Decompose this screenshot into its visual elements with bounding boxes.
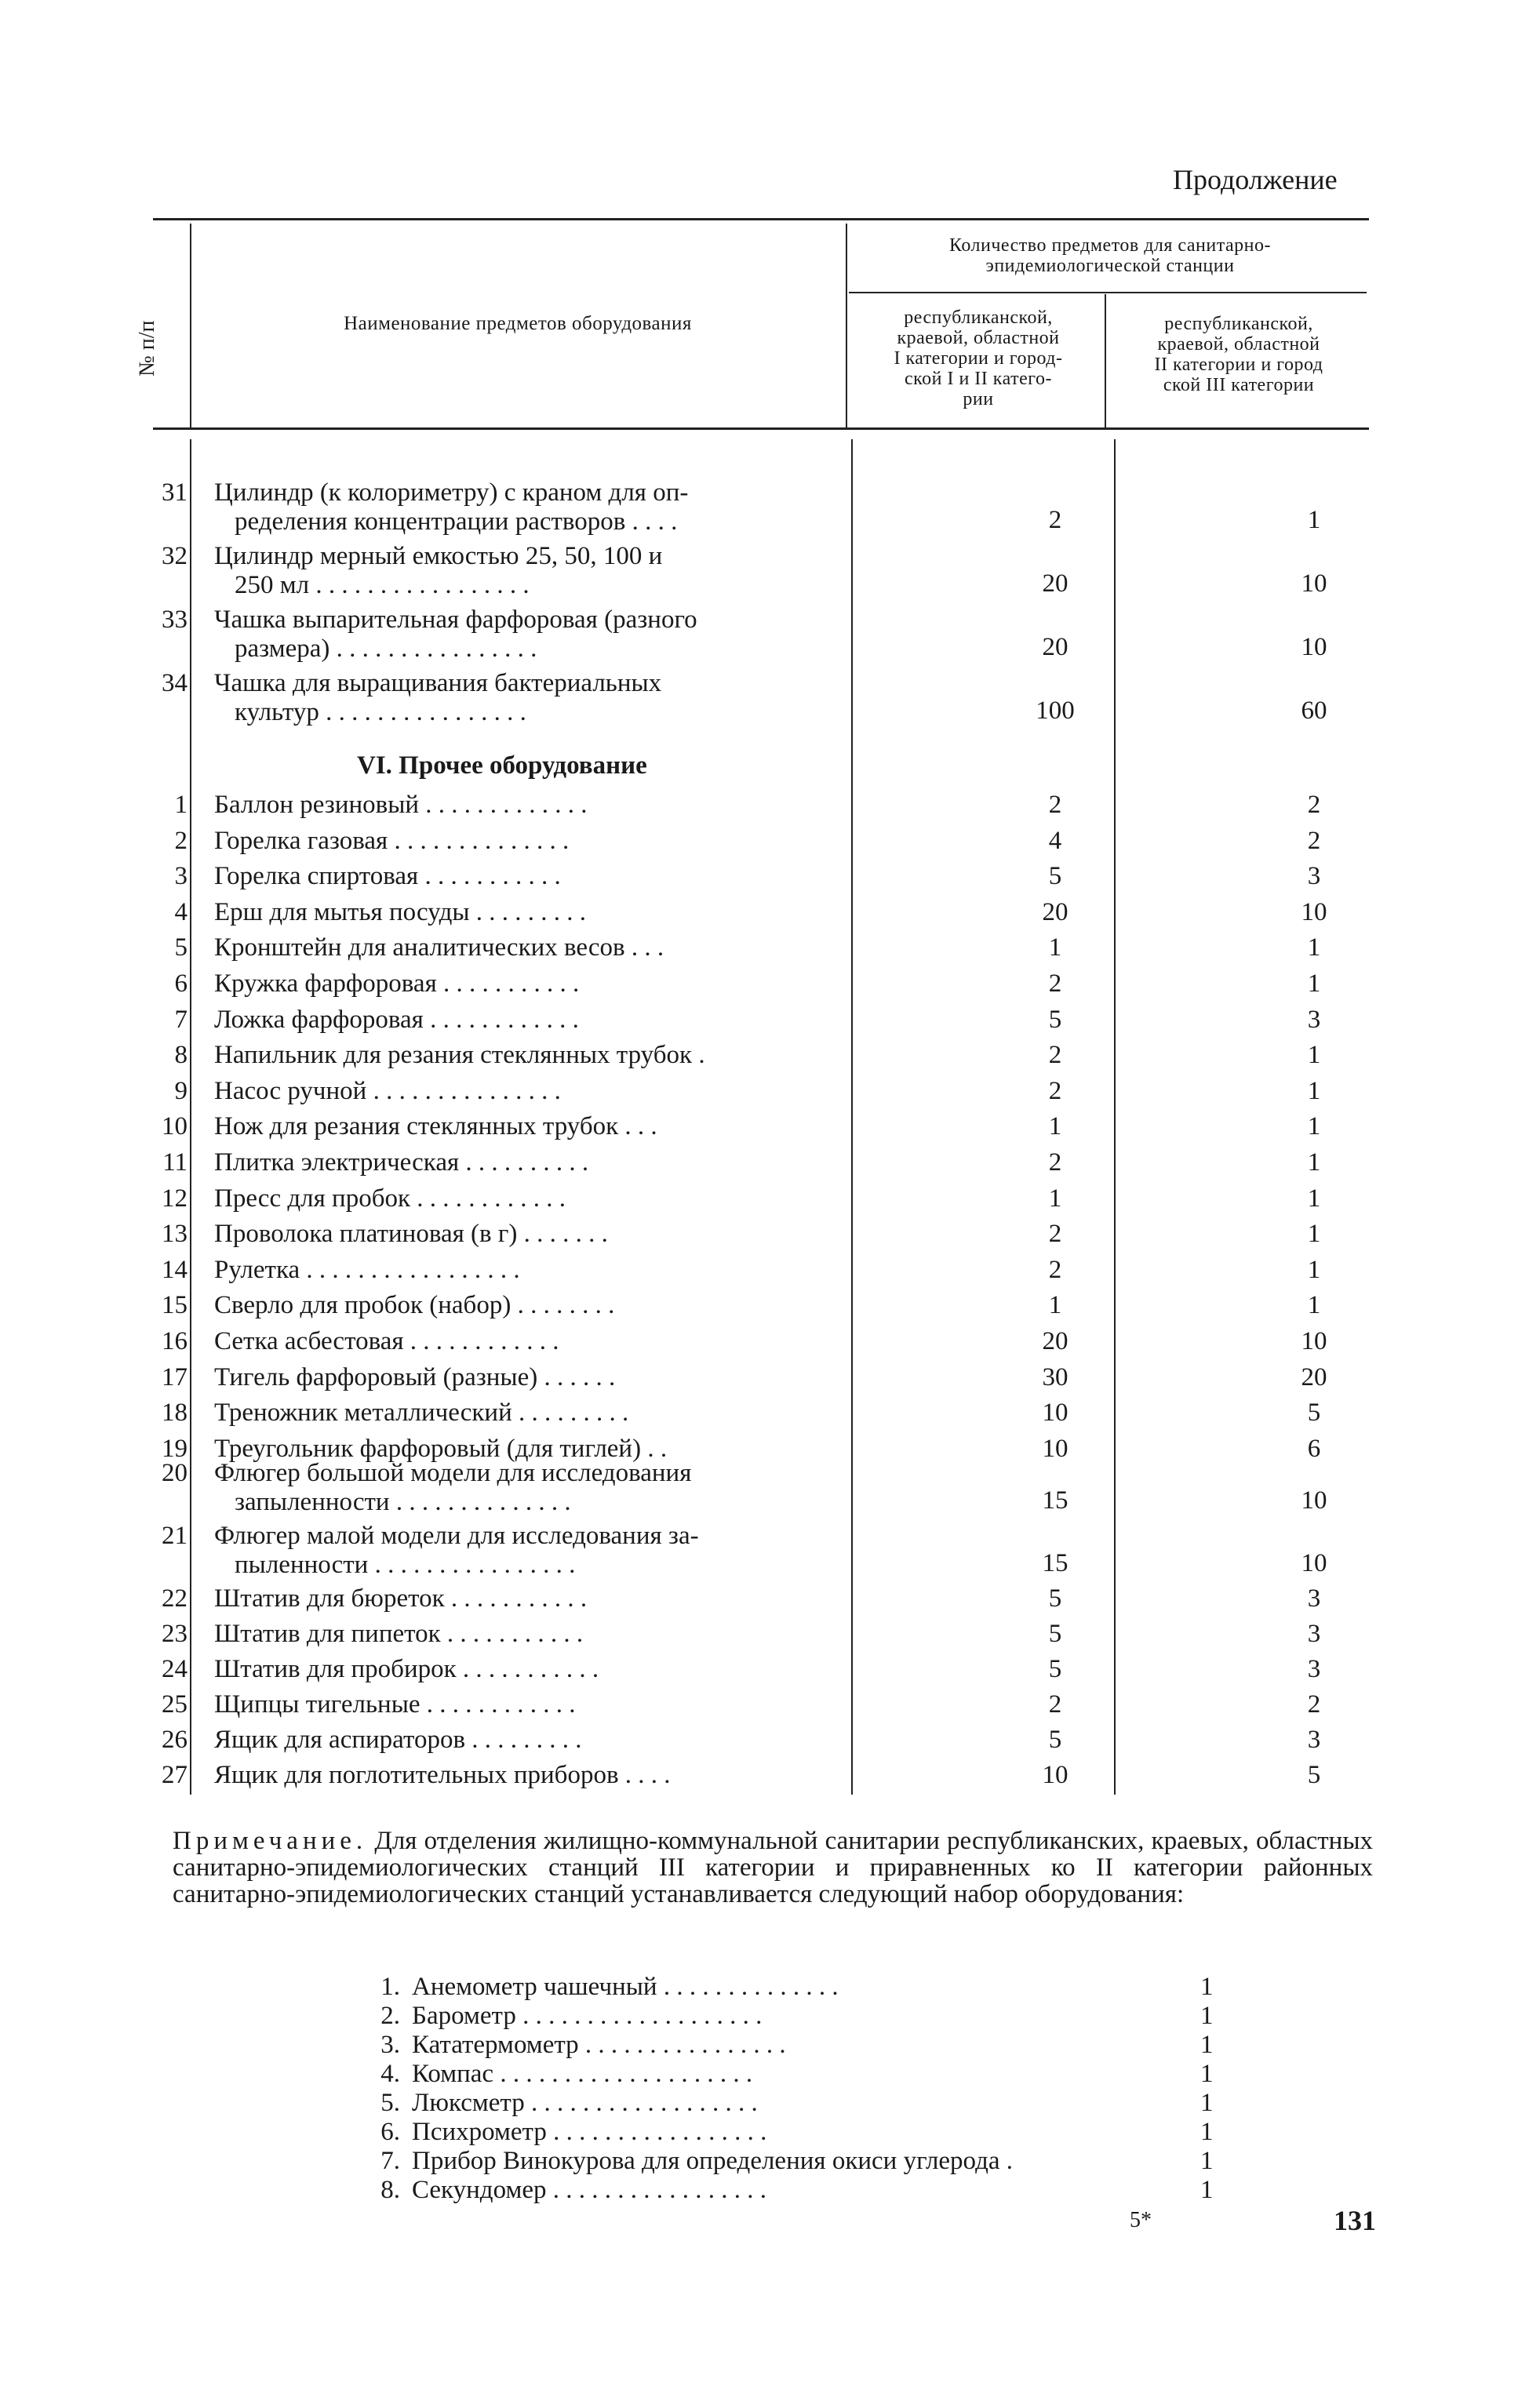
- table-row: 26 Ящик для аспираторов . . . . . . . . . 5 3: [162, 1726, 1321, 1754]
- table-row: 4 Ерш для мытья посуды . . . . . . . . . 20 10: [174, 897, 1327, 926]
- table-row: 14 Рулетка . . . . . . . . . . . . . . . . . 2 1: [162, 1255, 1321, 1284]
- table-row: 1 Баллон резиновый . . . . . . . . . . . . . 2 2: [174, 791, 1321, 819]
- column-header-group: Количество предметов для санитарно- эпидемиологической станции: [949, 235, 1271, 276]
- table-row: 20 Флюгер большой модели для исследования запыленности . . . . . . . . . . . . . . 15 10: [162, 1459, 1327, 1516]
- table-row: 13 Проволока платиновая (в г) . . . . . . . 2 1: [162, 1220, 1321, 1249]
- table-row: 10 Нож для резания стеклянных трубок . . . 1 1: [162, 1112, 1321, 1141]
- table-row: 24 Штатив для пробирок . . . . . . . . . . . 5 3: [162, 1655, 1321, 1683]
- table-row: 23 Штатив для пипеток . . . . . . . . . . . 5 3: [162, 1620, 1321, 1648]
- header-divider-num: [190, 224, 191, 429]
- table-row: 2 Горелка газовая . . . . . . . . . . . . . . 4 2: [174, 826, 1321, 855]
- table-row: 27 Ящик для поглотительных приборов . . . . 10 5: [162, 1761, 1321, 1789]
- table-row: 12 Пресс для пробок . . . . . . . . . . . . 1 1: [162, 1184, 1321, 1213]
- table-row: 17 Тигель фарфоровый (разные) . . . . . . 30 20: [162, 1362, 1327, 1391]
- table-top-rule: [153, 218, 1369, 220]
- column-header-cat1: республиканской, краевой, областной I категории и город- ской I и II катего- рии: [894, 307, 1063, 409]
- table-row: 31 Цилиндр (к колориметру) с краном для оп- ределения концентрации растворов . . . . 2 1: [162, 478, 1321, 536]
- header-divider-cols: [1105, 294, 1106, 429]
- table-row: 19 Треугольник фарфоровый (для тиглей) . . 10 6: [162, 1434, 1321, 1463]
- table-row: 8 Напильник для резания стеклянных трубок . 2 1: [174, 1041, 1321, 1070]
- list-item: 5. Люксметр . . . . . . . . . . . . . . . . . . 1: [380, 2089, 1214, 2117]
- table-row: 21 Флюгер малой модели для исследования за- пыленности . . . . . . . . . . . . . . . . 15 10: [162, 1522, 1327, 1579]
- table-row: 22 Штатив для бюреток . . . . . . . . . . . 5 3: [162, 1584, 1321, 1613]
- table-row: 7 Ложка фарфоровая . . . . . . . . . . . . 5 3: [174, 1005, 1321, 1034]
- table-row: 33 Чашка выпарительная фарфоровая (разного размера) . . . . . . . . . . . . . . . . 20 10: [162, 606, 1327, 663]
- list-item: 2. Барометр . . . . . . . . . . . . . . . . . . . 1: [380, 2002, 1214, 2030]
- continuation-label: Продолжение: [1173, 164, 1338, 195]
- table-row: 9 Насос ручной . . . . . . . . . . . . . . . 2 1: [174, 1076, 1321, 1105]
- table-row: 15 Сверло для пробок (набор) . . . . . . . . 1 1: [162, 1291, 1321, 1320]
- column-header-cat2: республиканской, краевой, областной II категории и город ской III категории: [1154, 314, 1323, 395]
- column-header-name: Наименование предметов оборудования: [344, 313, 692, 334]
- note-paragraph: Примечание. Для отделения жилищно-коммунальной санитарии республиканских, краевых, областных санитарно-эпидемиологических станций III категории и приравненных ко II категории районных санитарно-эпидемиологических станций устанавливается следующий набор оборудования:: [173, 1827, 1374, 1908]
- table-row: 34 Чашка для выращивания бактериальных культур . . . . . . . . . . . . . . . . 100 60: [162, 669, 1327, 726]
- group-header-rule: [849, 292, 1367, 293]
- list-item: 1. Анемометр чашечный . . . . . . . . . . . . . . 1: [380, 1973, 1214, 2001]
- column-header-num: № п/п: [135, 320, 159, 376]
- list-item: 6. Психрометр . . . . . . . . . . . . . . . . . 1: [380, 2118, 1214, 2146]
- table-row: 6 Кружка фарфоровая . . . . . . . . . . . 2 1: [174, 969, 1321, 998]
- list-item: 7. Прибор Винокурова для определения окиси углерода . 1: [380, 2147, 1214, 2175]
- table-row: 3 Горелка спиртовая . . . . . . . . . . . 5 3: [174, 862, 1321, 891]
- list-item: 8. Секундомер . . . . . . . . . . . . . . . . . 1: [380, 2176, 1214, 2204]
- header-divider-name: [846, 224, 847, 429]
- signature-mark: 5*: [1130, 2208, 1152, 2232]
- table-row: 18 Треножник металлический . . . . . . . . . 10 5: [162, 1399, 1321, 1428]
- table-row: 11 Плитка электрическая . . . . . . . . . . 2 1: [162, 1148, 1321, 1177]
- page-number: 131: [1334, 2205, 1376, 2236]
- table-row: 25 Щипцы тигельные . . . . . . . . . . . . 2 2: [162, 1690, 1321, 1719]
- list-item: 4. Компас . . . . . . . . . . . . . . . . . . . . 1: [380, 2060, 1214, 2088]
- table-row: 32 Цилиндр мерный емкостью 25, 50, 100 и 250 мл . . . . . . . . . . . . . . . . . 20 10: [162, 542, 1327, 599]
- table-header-bottom-rule: [153, 427, 1369, 430]
- table-row: 16 Сетка асбестовая . . . . . . . . . . . . 20 10: [162, 1327, 1327, 1355]
- list-item: 3. Кататермометр . . . . . . . . . . . . . . . . 1: [380, 2031, 1214, 2059]
- section-title: VI. Прочее оборудование: [357, 751, 647, 780]
- table-row: 5 Кронштейн для аналитических весов . . . 1 1: [174, 933, 1321, 962]
